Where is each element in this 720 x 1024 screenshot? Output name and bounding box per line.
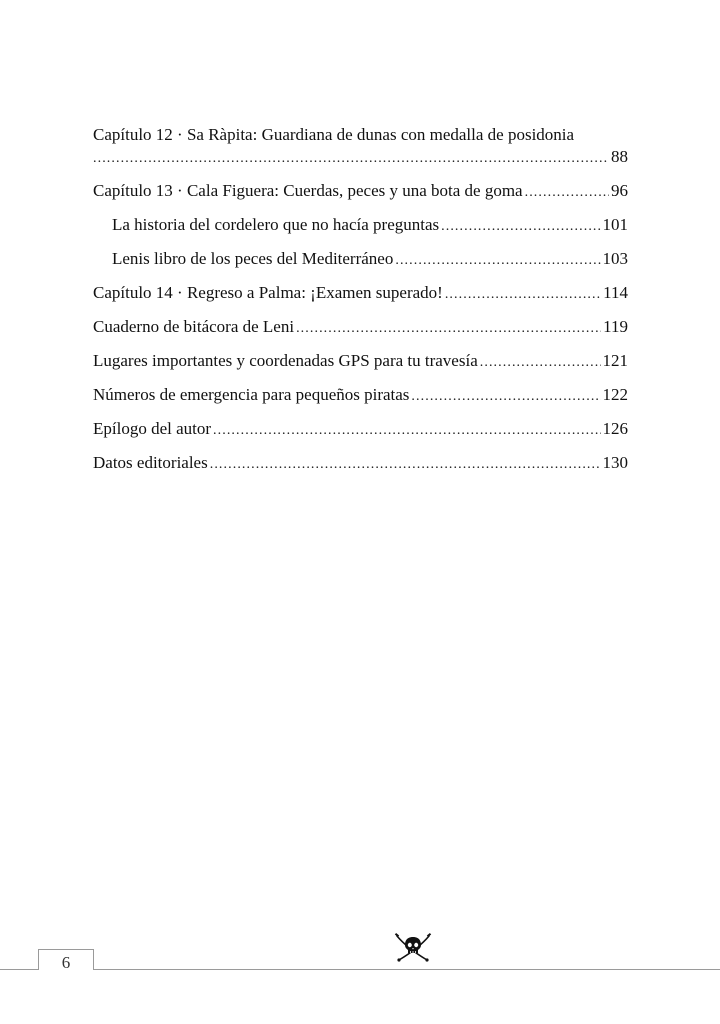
toc-entry-page: 126 xyxy=(602,419,628,438)
dot-leader xyxy=(210,452,601,476)
footer-rule xyxy=(0,969,720,970)
toc-entry-title: Números de emergencia para pequeños piratas xyxy=(93,385,410,404)
table-of-contents xyxy=(93,124,628,486)
dot-leader xyxy=(411,384,600,408)
toc-entry-peces[interactable] xyxy=(93,248,628,282)
page-number: 6 xyxy=(38,949,94,970)
skull-crossed-swords-icon xyxy=(393,932,433,964)
dot-leader xyxy=(441,214,600,238)
toc-entry-title: La historia del cordelero que no hacía preguntas xyxy=(112,215,440,234)
toc-entry-title: Lugares importantes y coordenadas GPS para tu travesía xyxy=(93,351,478,370)
toc-entry-chapter-12[interactable] xyxy=(93,124,628,146)
toc-entry-chapter-14[interactable] xyxy=(93,282,628,316)
toc-entry-chapter-13[interactable] xyxy=(93,180,628,214)
toc-entry-title: Epílogo del autor xyxy=(93,419,212,438)
toc-entry-page: 88 xyxy=(611,147,628,166)
dot-leader xyxy=(445,282,601,306)
toc-entry-page: 101 xyxy=(602,215,628,234)
dot-leader xyxy=(395,248,600,272)
toc-entry-page: 96 xyxy=(611,181,628,200)
toc-entry-title: Cuaderno de bitácora de Leni xyxy=(93,317,295,336)
toc-entry-title: Capítulo 12 · Sa Ràpita: Guardiana de dunas con medalla de posidonia xyxy=(93,125,575,144)
toc-entry-page: 122 xyxy=(602,385,628,404)
toc-entry-lugares[interactable] xyxy=(93,350,628,384)
toc-entry-title: Capítulo 13 · Cala Figuera: Cuerdas, peces y una bota de goma xyxy=(93,181,523,200)
dot-leader xyxy=(213,418,600,442)
dot-leader xyxy=(525,180,609,204)
toc-entry-page: 119 xyxy=(603,317,628,336)
toc-entry-page: 130 xyxy=(602,453,628,472)
toc-entry-title: Lenis libro de los peces del Mediterráneo xyxy=(112,249,394,268)
dot-leader xyxy=(93,146,609,170)
toc-entry-datos[interactable] xyxy=(93,452,628,486)
toc-entry-cuaderno[interactable] xyxy=(93,316,628,350)
dot-leader xyxy=(296,316,601,340)
toc-entry-page: 103 xyxy=(602,249,628,268)
toc-entry-page: 121 xyxy=(602,351,628,370)
toc-entry-emergencia[interactable] xyxy=(93,384,628,418)
toc-entry-page: 114 xyxy=(603,283,628,302)
toc-entry-epilogo[interactable] xyxy=(93,418,628,452)
toc-entry-title: Capítulo 14 · Regreso a Palma: ¡Examen superado! xyxy=(93,283,443,302)
toc-entry-title: Datos editoriales xyxy=(93,453,208,472)
toc-entry-cordelero[interactable] xyxy=(93,214,628,248)
dot-leader xyxy=(480,350,601,374)
toc-entry-chapter-12-leader[interactable] xyxy=(93,146,628,180)
